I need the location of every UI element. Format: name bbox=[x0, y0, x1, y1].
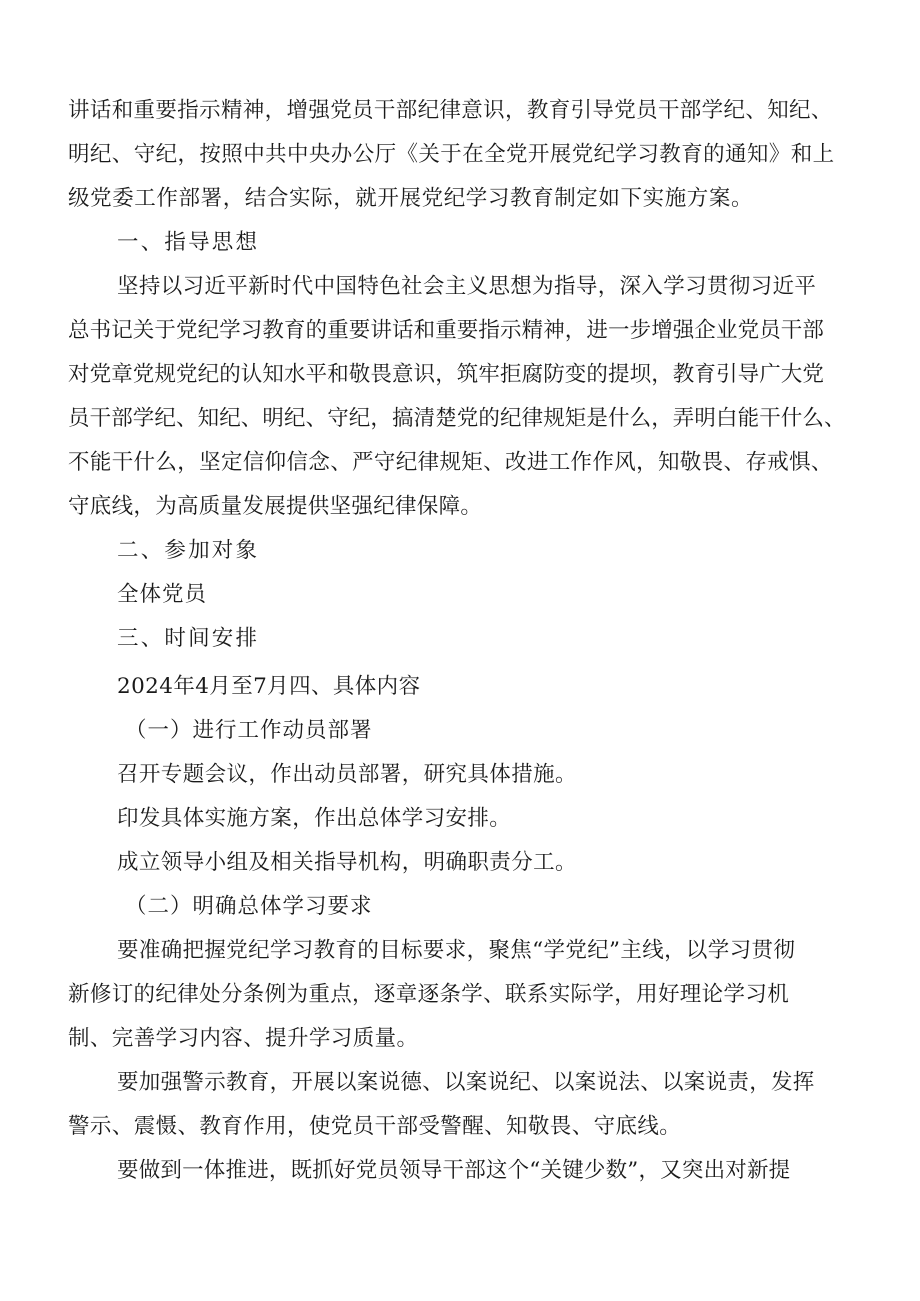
body-line-2: 明纪、守纪，按照中共中央办公厅《关于在全党开展党纪学习教育的通知》和上 bbox=[68, 142, 835, 167]
body-line-10: 全体党员 bbox=[117, 582, 208, 607]
body-line-18: 要加强警示教育，开展以案说德、以案说纪、以案说法、以案说责，发挥 bbox=[117, 1070, 815, 1095]
body-line-14: 成立领导小组及相关指导机构，明确职责分工。 bbox=[117, 850, 577, 875]
body-line-6: 对党章党规党纪的认知水平和敬畏意识，筑牢拒腐防变的提坝，教育引导广大党 bbox=[68, 362, 825, 387]
body-line-12: 召开专题会议，作出动员部署，研究具体措施。 bbox=[117, 762, 577, 787]
subsection-heading-2: （二）明确总体学习要求 bbox=[125, 894, 373, 919]
body-line-15: 要准确把握党纪学习教育的目标要求，聚焦“学党纪”主线，以学习贯彻 bbox=[117, 938, 796, 963]
body-line-3: 级党委工作部署，结合实际，就开展党纪学习教育制定如下实施方案。 bbox=[68, 186, 754, 211]
body-line-7: 员干部学纪、知纪、明纪、守纪，搞清楚党的纪律规矩是什么，弄明白能干什么、 bbox=[68, 406, 846, 431]
body-line-17: 制、完善学习内容、提升学习质量。 bbox=[68, 1026, 419, 1051]
subsection-heading-1: （一）进行工作动员部署 bbox=[125, 718, 373, 743]
body-line-5: 总书记关于党纪学习教育的重要讲话和重要指示精神，进一步增强企业党员干部 bbox=[68, 318, 825, 343]
body-line-20: 要做到一体推进，既抓好党员领导干部这个“关键少数”，又突出对新提 bbox=[117, 1158, 791, 1183]
section-heading-2: 二、参加对象 bbox=[117, 538, 260, 563]
body-line-8: 不能干什么，坚定信仰信念、严守纪律规矩、改进工作作风，知敬畏、存戒惧、 bbox=[68, 450, 833, 475]
body-line-13: 印发具体实施方案，作出总体学习安排。 bbox=[117, 806, 512, 831]
section-heading-3: 三、时间安排 bbox=[117, 626, 260, 651]
body-line-4: 坚持以习近平新时代中国特色社会主义思想为指导，深入学习贯彻习近平 bbox=[117, 274, 817, 299]
body-line-16: 新修订的纪律处分条例为重点，逐章逐条学、联系实际学，用好理论学习机 bbox=[68, 982, 790, 1007]
body-line-1: 讲话和重要指示精神，增强党员干部纪律意识，教育引导党员干部学纪、知纪、 bbox=[68, 98, 833, 123]
body-line-9: 守底线，为高质量发展提供坚强纪律保障。 bbox=[68, 494, 483, 519]
body-line-19: 警示、震慑、教育作用，使党员干部受警醒、知敬畏、守底线。 bbox=[68, 1114, 682, 1139]
section-heading-1: 一、指导思想 bbox=[117, 230, 260, 255]
body-line-11: 2024年4月至7月四、具体内容 bbox=[117, 674, 421, 699]
